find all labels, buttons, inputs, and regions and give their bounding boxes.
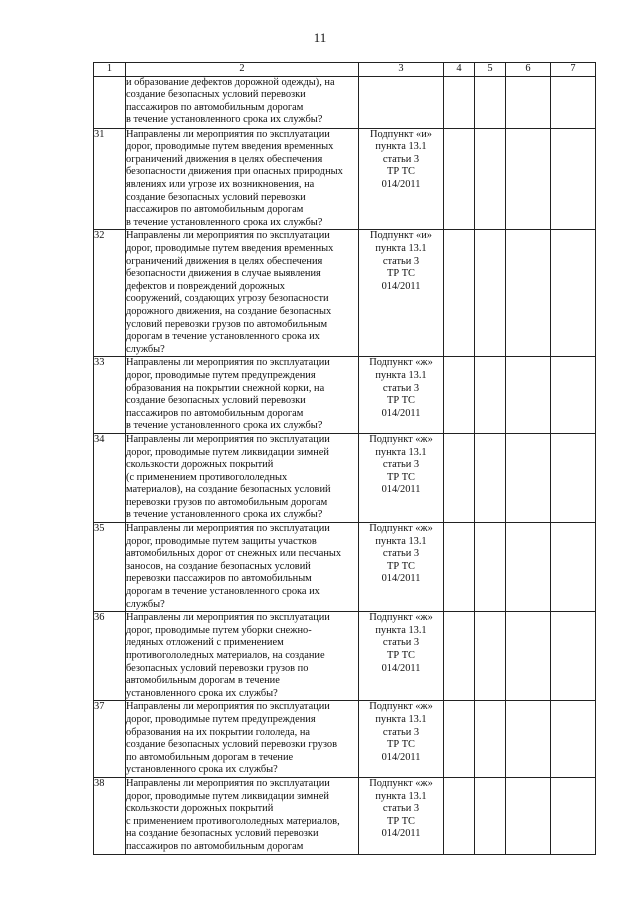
column-header: 6: [506, 63, 551, 77]
answer-cell: [551, 701, 596, 778]
checklist-table: [93, 62, 596, 855]
answer-cell: [444, 433, 475, 522]
row-number: [94, 76, 126, 128]
answer-cell: [475, 76, 506, 128]
row-number: 32: [94, 230, 126, 357]
answer-cell: [475, 433, 506, 522]
row-number: 36: [94, 612, 126, 701]
question-text: Направлены ли мероприятия по эксплуатации дорог, проводимые путем введения временных ограничений движения в целях обеспечения безопасности движения в случае выявления дефектов и повреждений дорожных сооружений, создающих угрозу безопасности дорожного движения, на создание безопасных условий перевозки грузов по автомобильным дорогам в течение установленного срока их службы?: [126, 230, 359, 357]
legal-reference: Подпункт «ж» пункта 13.1 статьи 3 ТР ТС 014/2011: [359, 612, 444, 701]
table-row: [94, 433, 596, 522]
table-row: [94, 230, 596, 357]
question-text: Направлены ли мероприятия по эксплуатации дорог, проводимые путем предупреждения образования на их покрытии гололеда, на создание безопасных условий перевозки грузов по автомобильным дорогам в течение установленного срока их службы?: [126, 701, 359, 778]
column-header: 4: [444, 63, 475, 77]
answer-cell: [475, 128, 506, 230]
answer-cell: [551, 777, 596, 854]
row-number: 38: [94, 777, 126, 854]
question-text: Направлены ли мероприятия по эксплуатации дорог, проводимые путем защиты участков автомобильных дорог от снежных или песчаных заносов, на создание безопасных условий перевозки пассажиров по автомобильным дорогам в течение установленного срока их службы?: [126, 523, 359, 612]
answer-cell: [475, 230, 506, 357]
table-row: [94, 612, 596, 701]
table-row: [94, 76, 596, 128]
answer-cell: [506, 701, 551, 778]
answer-cell: [444, 777, 475, 854]
answer-cell: [551, 76, 596, 128]
answer-cell: [506, 357, 551, 434]
answer-cell: [551, 612, 596, 701]
answer-cell: [475, 777, 506, 854]
legal-reference: Подпункт «ж» пункта 13.1 статьи 3 ТР ТС 014/2011: [359, 523, 444, 612]
answer-cell: [551, 128, 596, 230]
question-text: Направлены ли мероприятия по эксплуатации дорог, проводимые путем введения временных ограничений движения в целях обеспечения безопасности движения при опасных природных явлениях или угрозе их возникновения, на создание безопасных условий перевозки пассажиров по автомобильным дорогам в течение установленного срока их службы?: [126, 128, 359, 230]
answer-cell: [475, 612, 506, 701]
answer-cell: [551, 230, 596, 357]
legal-reference: Подпункт «ж» пункта 13.1 статьи 3 ТР ТС 014/2011: [359, 701, 444, 778]
answer-cell: [551, 523, 596, 612]
table-row: [94, 128, 596, 230]
question-text: и образование дефектов дорожной одежды), на создание безопасных условий перевозки пассажиров по автомобильным дорогам в течение установленного срока их службы?: [126, 76, 359, 128]
answer-cell: [475, 523, 506, 612]
row-number: 31: [94, 128, 126, 230]
legal-reference: Подпункт «и» пункта 13.1 статьи 3 ТР ТС 014/2011: [359, 230, 444, 357]
column-header: 2: [126, 63, 359, 77]
answer-cell: [444, 76, 475, 128]
row-number: 34: [94, 433, 126, 522]
answer-cell: [475, 357, 506, 434]
page-number: 11: [313, 30, 327, 45]
answer-cell: [475, 701, 506, 778]
row-number: 37: [94, 701, 126, 778]
answer-cell: [506, 128, 551, 230]
column-header: 3: [359, 63, 444, 77]
question-text: Направлены ли мероприятия по эксплуатации дорог, проводимые путем предупреждения образования на покрытии снежной корки, на создание безопасных условий перевозки пассажиров по автомобильным дорогам в течение установленного срока их службы?: [126, 357, 359, 434]
table-row: [94, 701, 596, 778]
answer-cell: [506, 230, 551, 357]
answer-cell: [444, 230, 475, 357]
answer-cell: [444, 357, 475, 434]
answer-cell: [444, 523, 475, 612]
answer-cell: [444, 701, 475, 778]
question-text: Направлены ли мероприятия по эксплуатации дорог, проводимые путем уборки снежно- ледяных отложений с применением противогололедных материалов, на создание безопасных условий перевозки грузов по автомобильным дорогам в течение установленного срока их службы?: [126, 612, 359, 701]
table-row: [94, 777, 596, 854]
legal-reference: Подпункт «ж» пункта 13.1 статьи 3 ТР ТС 014/2011: [359, 433, 444, 522]
header-row: [94, 63, 596, 77]
legal-reference: Подпункт «и» пункта 13.1 статьи 3 ТР ТС 014/2011: [359, 128, 444, 230]
answer-cell: [506, 612, 551, 701]
answer-cell: [551, 433, 596, 522]
answer-cell: [506, 76, 551, 128]
answer-cell: [506, 433, 551, 522]
column-header: 5: [475, 63, 506, 77]
legal-reference: Подпункт «ж» пункта 13.1 статьи 3 ТР ТС 014/2011: [359, 777, 444, 854]
column-header: 7: [551, 63, 596, 77]
question-text: Направлены ли мероприятия по эксплуатации дорог, проводимые путем ликвидации зимней скользкости дорожных покрытий (с применением противогололедных материалов), на создание безопасных условий перевозки грузов по автомобильным дорогам в течение установленного срока их службы?: [126, 433, 359, 522]
row-number: 35: [94, 523, 126, 612]
answer-cell: [444, 612, 475, 701]
legal-reference: [359, 76, 444, 128]
question-text: Направлены ли мероприятия по эксплуатации дорог, проводимые путем ликвидации зимней скользкости дорожных покрытий с применением противогололедных материалов, на создание безопасных условий перевозки пассажиров по автомобильным дорогам: [126, 777, 359, 854]
column-header: 1: [94, 63, 126, 77]
row-number: 33: [94, 357, 126, 434]
legal-reference: Подпункт «ж» пункта 13.1 статьи 3 ТР ТС 014/2011: [359, 357, 444, 434]
table-row: [94, 357, 596, 434]
answer-cell: [551, 357, 596, 434]
answer-cell: [506, 777, 551, 854]
answer-cell: [444, 128, 475, 230]
table-row: [94, 523, 596, 612]
answer-cell: [506, 523, 551, 612]
